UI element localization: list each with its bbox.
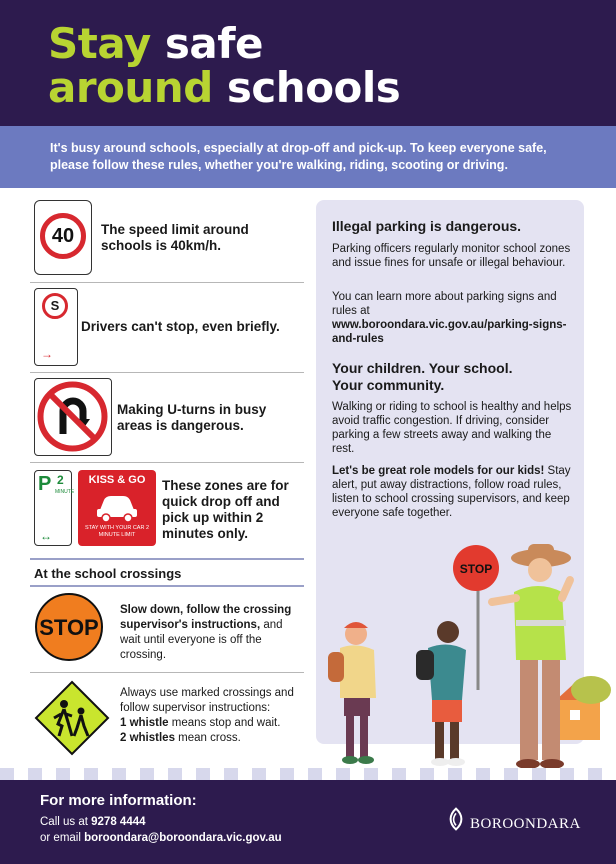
double-arrow-icon: ↔ bbox=[40, 529, 52, 543]
boroondara-logo-icon bbox=[444, 804, 468, 834]
speed-limit-value: 40 bbox=[40, 213, 86, 259]
footer-heading: For more information: bbox=[40, 792, 197, 809]
kiss-and-go-sign-icon: KISS & GO STAY WITH YOUR CAR 2 MINUTE LIMIT bbox=[78, 470, 156, 546]
title-stay: Stay bbox=[48, 19, 151, 68]
title-schools: schools bbox=[226, 63, 401, 112]
parking-paragraph-2: You can learn more about parking signs and rules at www.boroondara.vic.gov.au/parking-signs-and-rules bbox=[332, 291, 567, 345]
arrow-right-icon: → bbox=[41, 347, 53, 361]
community-paragraph-1: Walking or riding to school is healthy and helps avoid traffic congestion. If driving, consider parking a few streets away and walking the rest. bbox=[332, 401, 572, 455]
footer bbox=[0, 780, 616, 864]
title-around: around bbox=[48, 63, 213, 112]
u-turn-text: Making U-turns in busy areas is dangerous. bbox=[117, 402, 267, 433]
no-stopping-sign-icon: S → bbox=[34, 288, 78, 366]
community-paragraph-2: Let's be great role models for our kids! Stay alert, put away distractions, follow road rules, listen to school crossing supervisors, and keep everyone safe together. bbox=[332, 465, 571, 519]
parking-heading: Illegal parking is dangerous. bbox=[332, 218, 522, 234]
crossing-stripes bbox=[0, 768, 616, 780]
car-icon bbox=[94, 490, 140, 522]
divider bbox=[30, 462, 304, 463]
title-safe: safe bbox=[164, 19, 263, 68]
footer-phone-line: Call us at 9278 4444 bbox=[40, 816, 146, 828]
svg-text:STOP: STOP bbox=[39, 615, 99, 640]
crossings-heading: At the school crossings bbox=[34, 566, 182, 581]
svg-text:STOP: STOP bbox=[459, 562, 493, 576]
no-u-turn-sign-icon bbox=[34, 378, 112, 456]
no-stopping-text: Drivers can't stop, even briefly. bbox=[81, 319, 280, 334]
two-minute-parking-sign-icon: P 2 MINUTE ↔ bbox=[34, 470, 72, 546]
divider bbox=[30, 672, 304, 673]
zones-text: These zones are for quick drop off and pick up within 2 minutes only. bbox=[162, 478, 289, 541]
divider bbox=[30, 372, 304, 373]
stop-sign-icon bbox=[34, 592, 104, 662]
logo-text: BOROONDARA bbox=[470, 816, 581, 832]
header-banner bbox=[0, 0, 616, 126]
speed-limit-text: The speed limit around schools is 40km/h. bbox=[101, 222, 249, 253]
parking-link[interactable]: www.boroondara.vic.gov.au/parking-signs-and-rules bbox=[332, 319, 567, 345]
intro-text: It's busy around schools, especially at drop-off and pick-up. To keep everyone safe, please follow these rules, whether you're walking, riding, scooting or driving. bbox=[0, 126, 616, 188]
divider bbox=[30, 585, 304, 587]
speed-limit-sign-icon bbox=[34, 200, 92, 275]
community-heading: Your children. Your school. Your community. bbox=[332, 360, 513, 393]
stop-instruction-text: Slow down, follow the crossing supervisor's instructions, and wait until everyone is off the crossing. bbox=[120, 604, 292, 661]
pedestrian-crossing-sign-icon bbox=[34, 680, 110, 756]
footer-email-line: or email boroondara@boroondara.vic.gov.au bbox=[40, 832, 282, 844]
email-link[interactable]: boroondara@boroondara.vic.gov.au bbox=[84, 832, 282, 844]
divider bbox=[30, 282, 304, 283]
divider bbox=[30, 558, 304, 560]
phone-number[interactable]: 9278 4444 bbox=[91, 816, 146, 828]
school-children-crossing-illustration bbox=[316, 540, 616, 790]
parking-paragraph-1: Parking officers regularly monitor school zones and issue fines for unsafe or illegal behaviour. bbox=[332, 243, 571, 269]
page-title bbox=[48, 19, 401, 112]
marked-crossing-text: Always use marked crossings and follow supervisor instructions: 1 whistle means stop and wait. 2 whistles mean cross. bbox=[120, 687, 294, 744]
